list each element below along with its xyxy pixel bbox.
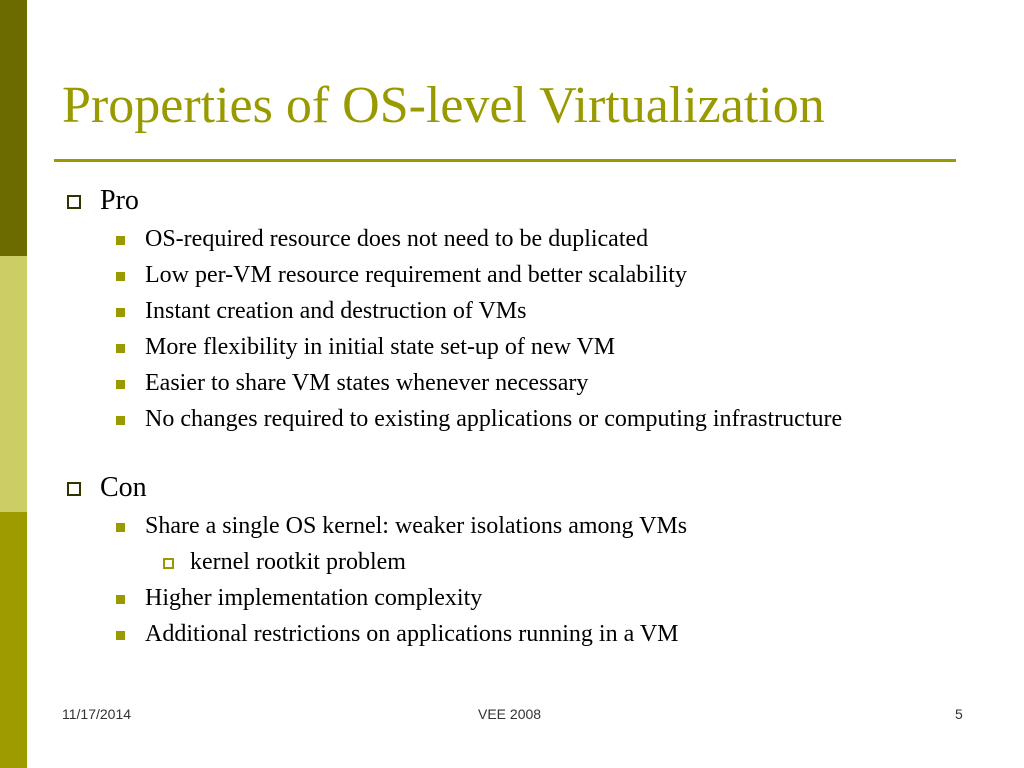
filled-square-bullet-icon [116,344,125,353]
filled-square-bullet-icon [116,308,125,317]
slide-title: Properties of OS-level Virtualization [62,77,825,134]
con-heading: Con [100,472,147,503]
filled-square-bullet-icon [116,272,125,281]
filled-square-bullet-icon [116,380,125,389]
hollow-square-bullet-icon [67,195,81,209]
filled-square-bullet-icon [116,416,125,425]
pro-item: OS-required resource does not need to be duplicated [145,226,649,252]
con-item: Share a single OS kernel: weaker isolations among VMs [145,513,688,539]
pro-item: No changes required to existing applications or computing infrastructure [145,406,843,432]
filled-square-bullet-icon [116,523,125,532]
con-item: Higher implementation complexity [145,585,483,611]
filled-square-bullet-icon [116,595,125,604]
footer-center-text: VEE 2008 [478,706,542,722]
hollow-square-bullet-icon [163,558,174,569]
pro-item: More flexibility in initial state set-up of new VM [145,334,616,360]
slide-number: 5 [955,706,963,722]
footer-date: 11/17/2014 [62,706,132,722]
pro-item: Low per-VM resource requirement and better scalability [145,262,687,288]
hollow-square-bullet-icon [67,482,81,496]
pro-item: Easier to share VM states whenever necessary [145,370,589,396]
pro-heading: Pro [100,185,139,216]
con-sub-item: kernel rootkit problem [190,549,406,575]
filled-square-bullet-icon [116,236,125,245]
pro-item: Instant creation and destruction of VMs [145,298,527,324]
filled-square-bullet-icon [116,631,125,640]
con-item: Additional restrictions on applications running in a VM [145,621,679,647]
